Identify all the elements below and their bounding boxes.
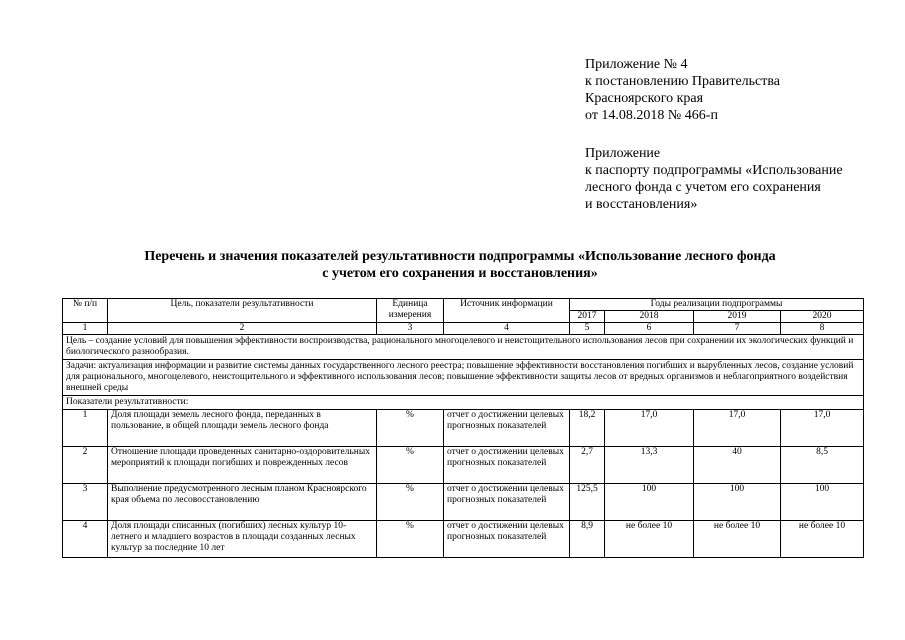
row-num: 3 (63, 484, 108, 521)
header-years-group: Годы реализации подпрограммы (570, 299, 864, 311)
row-name: Отношение площади проведенных санитарно-оздоровительных мероприятий к площади погибших и поврежденных лесов (108, 447, 377, 484)
row-source: отчет о достижении целевых прогнозных показателей (444, 521, 570, 558)
row-value-2017: 18,2 (570, 410, 605, 447)
appendix-line: от 14.08.2018 № 466-п (585, 108, 718, 123)
row-unit: % (377, 447, 444, 484)
row-value-2017: 2,7 (570, 447, 605, 484)
header-source: Источник информации (444, 299, 570, 323)
header-num: № п/п (63, 299, 108, 323)
row-value-2020: не более 10 (781, 521, 864, 558)
column-number: 2 (108, 323, 377, 335)
row-value-2020: 100 (781, 484, 864, 521)
row-num: 2 (63, 447, 108, 484)
row-value-2020: 17,0 (781, 410, 864, 447)
row-unit: % (377, 521, 444, 558)
passport-appendix-header (585, 145, 843, 213)
appendix-line: к постановлению Правительства (585, 74, 781, 89)
appendix-line: Приложение № 4 (585, 57, 688, 72)
indicators-label: Показатели результативности: (63, 396, 864, 410)
row-num: 1 (63, 410, 108, 447)
row-value-2019: 40 (694, 447, 781, 484)
column-number: 8 (781, 323, 864, 335)
document-title (60, 248, 860, 282)
header-goal: Цель, показатели результативности (108, 299, 377, 323)
row-name: Доля площади списанных (погибших) лесных культур 10-летнего и младшего возрастов в площади созданных лесных культур за последние 10 лет (108, 521, 377, 558)
row-value-2018: не более 10 (605, 521, 694, 558)
row-value-2017: 8,9 (570, 521, 605, 558)
table-row (63, 484, 864, 521)
column-number: 1 (63, 323, 108, 335)
tasks-row: Задачи: актуализация информации и развитие системы данных государственного лесного реестра; повышение эффективности восстановления погибших и вырубленных лесов, создание условий для рационального, многоцелевого, неистощительного и эффективного использования лесов; повышение эффективности защиты лесов от вредных организмов и неблагоприятного воздействия внешней среды (63, 360, 864, 396)
header-year: 2020 (781, 311, 864, 323)
column-number: 7 (694, 323, 781, 335)
row-unit: % (377, 410, 444, 447)
appendix-line: лесного фонда с учетом его сохранения (585, 180, 821, 195)
row-value-2018: 13,3 (605, 447, 694, 484)
column-number: 6 (605, 323, 694, 335)
row-value-2017: 125,5 (570, 484, 605, 521)
row-name: Выполнение предусмотренного лесным планом Красноярского края объема по лесовосстановлению (108, 484, 377, 521)
header-unit: Единица измерения (377, 299, 444, 323)
table-row (63, 447, 864, 484)
row-unit: % (377, 484, 444, 521)
row-value-2019: не более 10 (694, 521, 781, 558)
table-row (63, 410, 864, 447)
title-line: с учетом его сохранения и восстановления» (322, 266, 598, 281)
header-year: 2018 (605, 311, 694, 323)
appendix-line: Красноярского края (585, 91, 704, 106)
row-value-2019: 100 (694, 484, 781, 521)
header-year: 2019 (694, 311, 781, 323)
column-number: 4 (444, 323, 570, 335)
table-row (63, 521, 864, 558)
row-value-2019: 17,0 (694, 410, 781, 447)
appendix-line: и восстановления» (585, 197, 698, 212)
header-year: 2017 (570, 311, 605, 323)
appendix-line: к паспорту подпрограммы «Использование (585, 163, 843, 178)
column-number: 5 (570, 323, 605, 335)
row-value-2020: 8,5 (781, 447, 864, 484)
indicators-table (62, 298, 864, 558)
goal-row: Цель – создание условий для повышения эффективности воспроизводства, рационального многоцелевого и неистощительного использования лесов при сохранении их экологических функций и биологического разнообразия. (63, 335, 864, 360)
row-value-2018: 17,0 (605, 410, 694, 447)
column-number: 3 (377, 323, 444, 335)
row-source: отчет о достижении целевых прогнозных показателей (444, 447, 570, 484)
title-line: Перечень и значения показателей результативности подпрограммы «Использование лесного фонда (144, 249, 776, 264)
row-value-2018: 100 (605, 484, 694, 521)
appendix-line: Приложение (585, 146, 661, 161)
row-num: 4 (63, 521, 108, 558)
row-name: Доля площади земель лесного фонда, переданных в пользование, в общей площади земель лесного фонда (108, 410, 377, 447)
row-source: отчет о достижении целевых прогнозных показателей (444, 410, 570, 447)
row-source: отчет о достижении целевых прогнозных показателей (444, 484, 570, 521)
appendix-header (585, 56, 780, 124)
